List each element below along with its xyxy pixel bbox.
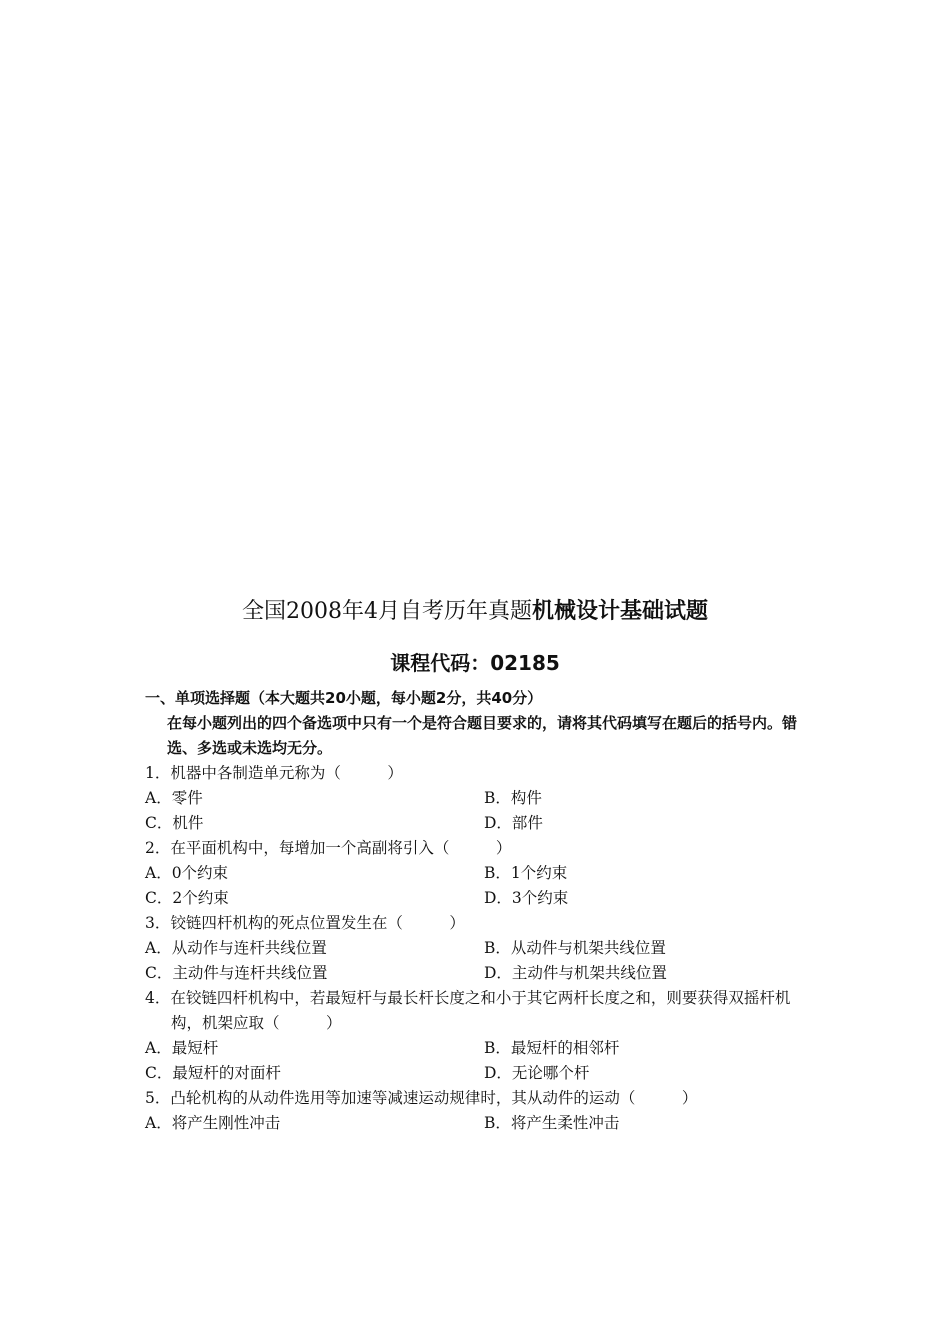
option-d: D．主动件与机架共线位置 [484,964,667,982]
title-plain: 全国2008年4月自考历年真题 [241,599,532,624]
exam-content [145,686,815,1136]
option-b: B．构件 [484,789,542,807]
page-title [0,596,950,628]
option-c: C．主动件与连杆共线位置 [145,964,328,982]
question-stem: 3．铰链四杆机构的死点位置发生在（ ） [145,914,465,932]
option-c: C．最短杆的对面杆 [145,1064,281,1082]
option-a: A．最短杆 [145,1039,219,1057]
question-stem: 4．在铰链四杆机构中，若最短杆与最长杆长度之和小于其它两杆长度之和，则要获得双摇杆机构，机架应取（ ） [145,989,791,1032]
option-b: B．最短杆的相邻杆 [484,1039,620,1057]
option-b: B．从动件与机架共线位置 [484,939,666,957]
question-stem: 2．在平面机构中，每增加一个高副将引入（ ） [145,839,512,857]
option-row [145,861,815,886]
section-instruction: 在每小题列出的四个备选项中只有一个是符合题目要求的，请将其代码填写在题后的括号内。错选、多选或未选均无分。 [167,714,798,757]
question-stem: 5．凸轮机构的从动件选用等加速等减速运动规律时，其从动件的运动（ ） [145,1089,698,1107]
option-row [145,961,815,986]
course-code: 课程代码：02185 [390,651,560,675]
title-bold: 机械设计基础试题 [531,599,708,624]
option-row [145,886,815,911]
option-row [145,811,815,836]
option-c: C．2个约束 [145,889,229,907]
option-row [145,1036,815,1061]
option-a: A．从动作与连杆共线位置 [145,939,327,957]
option-row [145,1061,815,1086]
option-c: C．机件 [145,814,204,832]
section-heading: 一、单项选择题（本大题共20小题，每小题2分，共40分） [145,689,543,707]
option-b: B．1个约束 [484,864,568,882]
option-d: D．部件 [484,814,543,832]
option-b: B．将产生柔性冲击 [484,1114,620,1132]
question-stem: 1．机器中各制造单元称为（ ） [145,764,403,782]
option-a: A．将产生刚性冲击 [145,1114,281,1132]
option-a: A．0个约束 [145,864,229,882]
option-row [145,1111,815,1136]
option-row [145,786,815,811]
option-row [145,936,815,961]
option-d: D．无论哪个杆 [484,1064,590,1082]
option-d: D．3个约束 [484,889,569,907]
option-a: A．零件 [145,789,203,807]
